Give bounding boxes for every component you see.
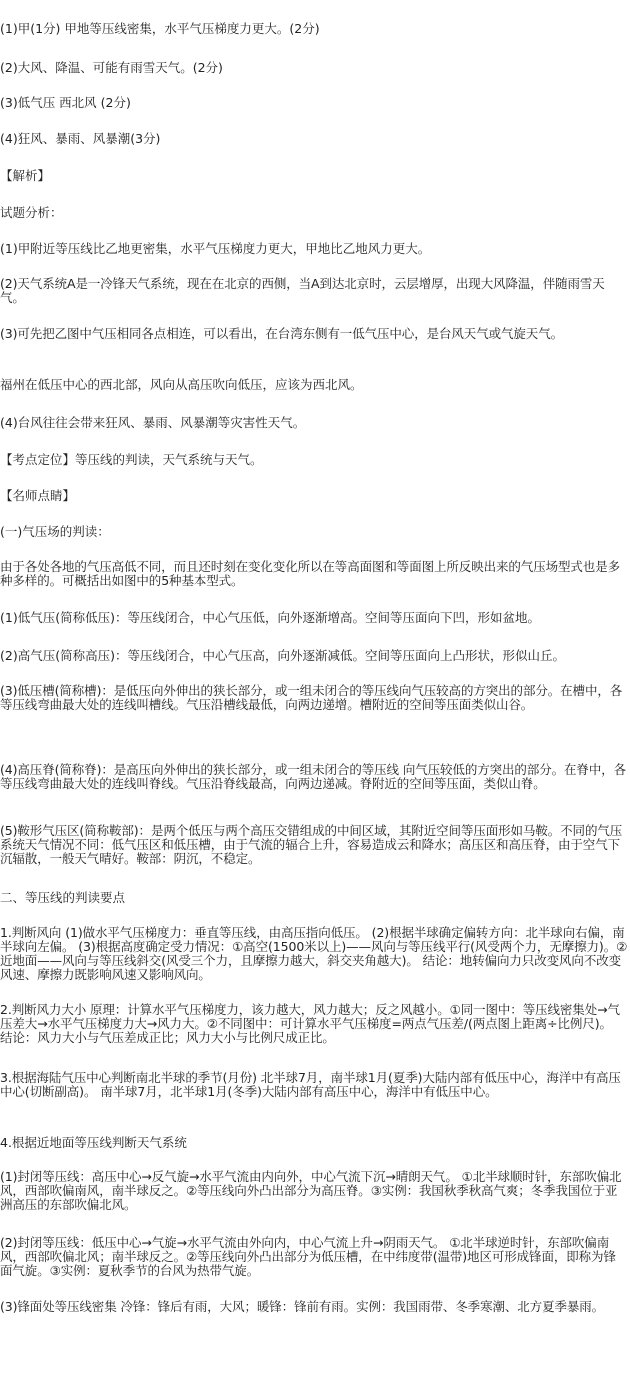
point-2: 2.判断风力大小 原理：计算水平气压梯度力，该力越大，风力越大；反之风越小。①同一图中：等压线密集处→气压差大→水平气压梯度力大→风力大。②不同图中：可计算水平气压梯度=两点气压差/(两点图上距离÷比例尺)。 结论：风力大小与气压差成正比；风力大小与比例尺成正比。 bbox=[0, 1002, 620, 1045]
analysis-item-2: (2)天气系统A是一冷锋天气系统，现在在北京的西侧，当A到达北京时，云层增厚，出现大风降温，伴随雨雪天气。 bbox=[0, 276, 605, 305]
pressure-type-2: (2)高气压(简称高压)：等压线闭合，中心气压高，向外逐渐减低。空间等压面向上凸形状，形似山丘。 bbox=[0, 648, 565, 663]
answer-2: (2)大风、降温、可能有雨雪天气。(2分) bbox=[0, 60, 223, 75]
analysis-item-5: (4)台风往往会带来狂风、暴雨、风暴潮等灾害性天气。 bbox=[0, 415, 306, 430]
pressure-type-5: (5)鞍形气压区(简称鞍部)：是两个低压与两个高压交错组成的中间区域，其附近空间等压面形如马鞍。不同的气压系统天气情况不同：低气压区和低压槽，由于气流的辐合上升，容易造成云和降水；高压区和高压脊，由于空气下沉辐散，一般天气晴好。鞍部：阴沉，不稳定。 bbox=[0, 823, 623, 866]
kaodian-line: 【考点定位】等压线的判读，天气系统与天气。 bbox=[0, 452, 263, 467]
answer-3: (3)低气压 西北风 (2分) bbox=[0, 95, 131, 110]
analysis-item-4: 福州在低压中心的西北部，风向从高压吹向低压，应该为西北风。 bbox=[0, 377, 363, 392]
analysis-intro: 试题分析： bbox=[0, 205, 63, 220]
analysis-item-1: (1)甲附近等压线比乙地更密集，水平气压梯度力更大，甲地比乙地风力更大。 bbox=[0, 241, 431, 256]
section2-title: 二、等压线的判读要点 bbox=[0, 890, 126, 905]
point-1: 1.判断风向 (1)做水平气压梯度力：垂直等压线，由高压指向低压。 (2)根据半球确定偏转方向：北半球向右偏，南半球向左偏。 (3)根据高度确定受力情况：①高空(1500米以上)——风向与等压线平行(风受两个力，无摩擦力)。②近地面——风向与等压线斜交(风受三个力，且摩擦力越大，斜交夹角越大)。 结论：地转偏向力只改变风向不改变风速、摩擦力既影响风速又影响风向。 bbox=[0, 925, 628, 982]
answer-1: (1)甲(1分) 甲地等压线密集，水平气压梯度力更大。(2分) bbox=[0, 21, 320, 36]
pressure-type-4: (4)高压脊(简称脊)：是高压向外伸出的狭长部分，或一组未闭合的等压线 向气压较低的方突出的部分。在脊中，各等压线弯曲最大处的连线叫脊线。气压沿脊线最高，向两边递减。脊附近的空间等压面，类似山脊。 bbox=[0, 762, 627, 791]
answer-4: (4)狂风、暴雨、风暴潮(3分) bbox=[0, 131, 161, 146]
point-4-item-3: (3)锋面处等压线密集 冷锋：锋后有雨，大风；暖锋：锋前有雨。实例：我国雨带、冬季寒潮、北方夏季暴雨。 bbox=[0, 1299, 605, 1314]
pressure-type-1: (1)低气压(简称低压)：等压线闭合，中心气压低，向外逐渐增高。空间等压面向下凹，形如盆地。 bbox=[0, 610, 540, 625]
section1-intro: 由于各处各地的气压高低不同，而且还时刻在变化变化所以在等高面图和等面图上所反映出来的气压场型式也是多种多样的。可概括出如图中的5种基本型式。 bbox=[0, 559, 621, 588]
point-4-item-1: (1)封闭等压线：高压中心→反气旋→水平气流由内向外，中心气流下沉→晴朗天气。 ①北半球顺时针，东部吹偏北风，西部吹偏南风，南半球反之。②等压线向外凸出部分为高压脊。③实例：我国秋季秋高气爽；冬季我国位于亚洲高压的东部吹偏北风。 bbox=[0, 1169, 622, 1212]
point-4: 4.根据近地面等压线判断天气系统 bbox=[0, 1135, 187, 1150]
point-3: 3.根据海陆气压中心判断南北半球的季节(月份) 北半球7月，南半球1月(夏季)大陆内部有低压中心，海洋中有高压中心(切断副高)。 南半球7月，北半球1月(冬季)大陆内部有高压中心，海洋中有低压中心。 bbox=[0, 1070, 621, 1099]
analysis-heading: 【解析】 bbox=[0, 168, 51, 183]
pressure-type-3: (3)低压槽(简称槽)：是低压向外伸出的狭长部分，或一组未闭合的等压线向气压较高的方突出的部分。在槽中，各等压线弯曲最大处的连线叫槽线。气压沿槽线最低，向两边递增。槽附近的空间等压面类似山谷。 bbox=[0, 683, 623, 712]
analysis-item-3: (3)可先把乙图中气压相同各点相连，可以看出，在台湾东侧有一低气压中心，是台风天气或气旋天气。 bbox=[0, 326, 564, 341]
teacher-heading: 【名师点睛】 bbox=[0, 488, 76, 503]
section1-title: (一)气压场的判读： bbox=[0, 524, 110, 539]
point-4-item-2: (2)封闭等压线：低压中心→气旋→水平气流由外向内，中心气流上升→阴雨天气。 ①北半球逆时针，东部吹偏南风，西部吹偏北风；南半球反之。②等压线向外凸出部分为低压槽，在中纬度带(温带)地区可形成锋面，即称为锋面气旋。③实例：夏秋季节的台风为热带气旋。 bbox=[0, 1235, 616, 1278]
